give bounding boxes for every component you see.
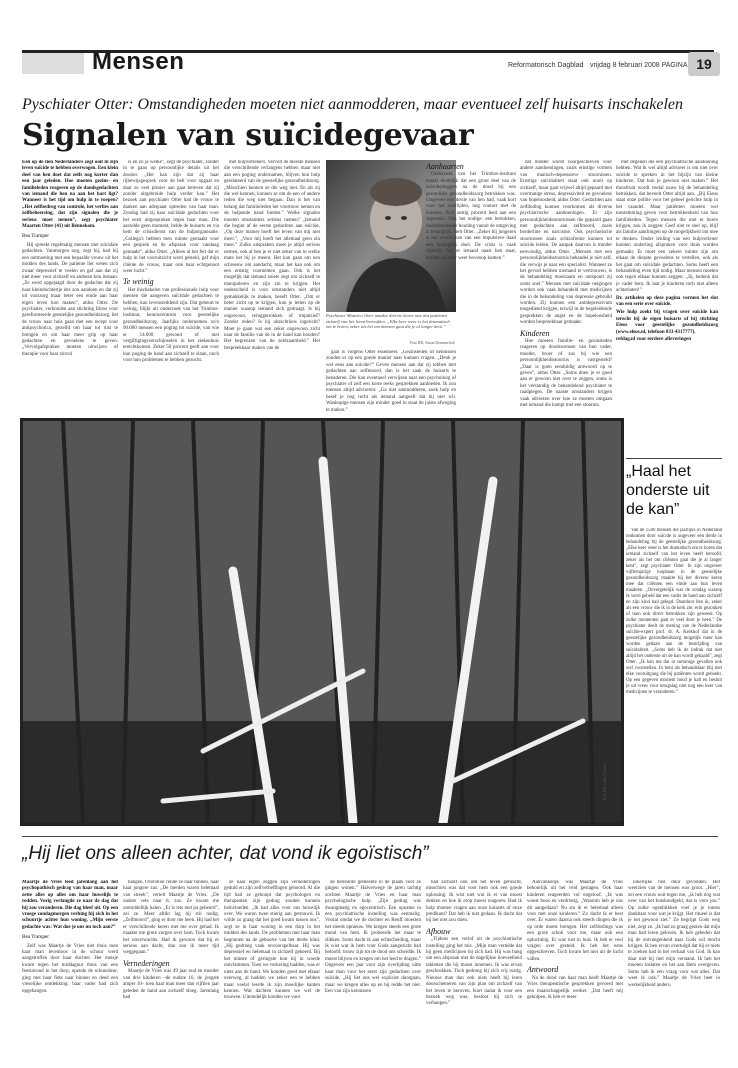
article-column-4 <box>426 160 516 410</box>
portrait-credit: Foto RD, Anton Dommerholt <box>410 341 455 345</box>
article2-paragraph: de betreurde gemeente in de plaats voor ze gingen wonen.” Halverwege de jaren tachtig zochten Maartje de Vries en haar man psychologische hulp. „Zijn gedrag was dwangmatig en egocentrisch. Een opname in een psychiatrische instelling was eenmalig. Vooral omdat we de dochter en Reuff moesten het steeds opnieuw. We kregen steeds een grote mond van hem. Ik probeerde het maar te slikken. Soms dacht ik aan echtscheiding, maar ik wist wat ik hem voor Gods aangezicht had beloofd: trouw zijn tot de dood ons scheidde. Ik moest blijven en kregen om het leed te dragen.” Ongeveer een jaar voor zijn overlijding uitte haar man voor het eerst zijn gedachten over suïcide. „Hij liet ons wel expliciet doorgaan, maar we kregen alles op en hij redde het niet. Een van zijn kennissen <box>325 880 421 994</box>
article-kicker: Pyschiater Otter: Omstandigheden moeten niet aanmodderen, maar eventueel zelf huisarts inschakelen <box>22 96 684 113</box>
forest-credit: Foto RD, Henk Visscher <box>603 762 607 800</box>
article2-paragraph: Zelf was Maartje de Vries niet thuis toen haar man levenloos in de schuur werd aangetroffen door haar dochter. Het meisje kwam tegen het middaguur thuis van een feestavond in het dorp, opende de schuurdeur, ging met haar fiets naar binnen en deed een vreselijke ontdekking: haar vader had zich opgehangen. <box>22 943 118 994</box>
sidebar-quote-title: „Haal het onderste uit de kan” <box>626 463 710 518</box>
article2-paragraph: Na de dood van haar man heeft Maartje de Vries therapeutische gesprekken gevoerd met een maatschappelijk werker. „Dat heeft mij geholpen, ik heb er meer <box>527 975 623 1000</box>
help-info: Wie hulp zoekt bij vragen over suïcide kan terecht bij de eigen huisarts of bij stichting Eleos voor geestelijke gezondheidszorg (www.eleos.nl, telefoon 033-4317777). <box>616 310 718 335</box>
forest-photo <box>20 418 624 826</box>
sidebar-paragraph: Van de 1500 mensen die jaarlijks in Nederland omkomen door suïcide is ongeveer een derde in behandeling bij de geestelijke gezondheidszorg. „Elke keer weer is het dramatisch om te horen dat iemand zichzelf van het leven heeft beroofd, zeker als het om cliënten gaat die je al langer kent”, zegt psychiater Otter. In zijn ongeveer vijftienjarige loopbaan in de geestelijke gezondheidszorg maakte hij het diverse keren mee dat cliënten een einde aan hun leven maakten. „Onvergetelijk was de zondag waarop ik werd gebeld dat een vader de hand aan zichzelf en zijn kind had gelegd. Daardoor ben ik, zeker als een vrouw die ik in de kerk zie, erin gezonken of toen ook direct betrokken zijn geweest. Op zulke momenten gaat er veel door je heen.” De psychiater deelt de mening van de Nederlandse suïcide-expert prof. dr. A. Kerkhof dat in de geestelijke gezondheidszorg mogelijk meer kan worden gedaan aan de bestrijding van suïcidaliteit. „Soms heb ik de indruk dat niet altijd het onderste uit de kan wordt gehaald”, zegt Otter. „Ik kan me dat in sommige gevallen ook wel voorstellen. In bent als behandelaar blij met elke vooruitgang die bij patiënten wordt geboekt. Op een gegeven moment houd je halt en besluit je uit vrees voor terugslag niet nog een keer van medicijnen te veranderen.” <box>626 528 722 695</box>
article2-lead: Maartje de Vries leed jarenlang aan het psychopathisch gedrag van haar man, maar zette alles op alles om haar huwelijk te redden. Vorig verlangde ze naar de dag dat hij zou veranderen. Die dag bleef uit. Op een vroege zondagmorgen verhing hij zich in het schuurtje achter hun woning. „Mijn eerste gedachte was: Wat doe je ons nu toch aan?” <box>22 880 118 930</box>
forest-drawing <box>23 421 621 823</box>
article2-paragraph: Maartje de Vries was 49 jaar oud en moeder van drie kinderen –de oudste 16, de jongste amper 10– toen haar man meer dan vijftien jaar geleden de hand aan zichzelf sloeg. Jarenlang had <box>123 969 219 1000</box>
article-paragraph: dat middel wordt voorgeschreven voor andere aandoeningen, zoals ernstige vormen van manisch-depressieve stoornissen. Ernstige suïcidaliteit staat ook nooit op zichzelf, maar gaat vrijwel altijd gepaard met overmatige stress, depressiviteit en gevoelens van hopeloosheid, aldus Otter. Gedachten aan zelfdoding kunnen voorkomen als diverse psychiatrische aandoeningen. Er zijn persoonlijkheidsstoornissen die gepaard gaan met gedachten aan zelfmoord, zoals borderline en narcisme. Ook psychotische stoornissen zoals schizofrenie kunnen tot suïcide leiden. De aanpak daarvan is minder eenvoudig, aldus Otter. „Mensen met een persoonlijkheidsstoornis behandel je niet zelf, die verwijs je naar een specialist. Wanneer ze het gevoel hebben niemand te vertrouwen, is de behandeling moeizaam en ontspoort zij soms snel.” Mensen met suïcidale neigingen worden ook vaak behandeld met medicijnen die in de behandeling van depressie gebruikt worden. Zij kunnen een antidepressivum toegediend krijgen, terwijl in de begeleidende gesprekken de angst en de hopeloosheid worden bespreekbaar gemaakt. <box>520 160 612 326</box>
article2-column-2 <box>123 880 219 1060</box>
article-headline: Signalen van suïcidegevaar <box>22 118 474 153</box>
article2-column-1 <box>22 880 118 1060</box>
article-paragraph: met degenen die een psychiatrische aandoening hebben. Wat ik wel altijd adviseer is om niet over suïcide te spreken in het bijzijn van kleine kinderen. Dat kun je gewoon niet maken.” Het thuisfront wordt veelal nauw bij de behandeling betrokken, dat beveelt Otter altijd aan. „Bij Eleos staat onze politie voor het geheel gerichte hulp in het vaandel. Maar patiënten moeten wel toestemming geven voor betrokkenheid van hun familieleden. Tegen mensen die niet te horen krijgen, zou ik zeggen: Geef niet te snel op, blijf als familie aandringen op de mogelijkheid om mee te denken. Onder leiding van een hulpverlener kunnen onderling afspraken voor thuis worden gemaakt. Er moet een zekere ruimte zijn om elkaar de diepste gevoelens te vertellen, ook als het gaat om suïcidale gedachten. Soms heeft een behandeling even tijd nodig. Maar mensen moeten ook tegen elkaar kunnen zeggen: „Jij, bedenk dat je vader bent. Ik laat je kinderen toch niet alleen achterlaten!” <box>616 160 718 294</box>
article-paragraph: gaat is volgens Otter essentieel. „Gezinsleden of kennissen zouden er op een goede manier naar kunnen vragen. „Denk je wel eens aan suïcide?” Geven mensen aan dat zij tobben met gedachten aan zelfmoord, dan is het zaak de huisarts te benaderen. Die kan eventueel verwijzen naar een psycholoog of psychiater of zelf een korte reeks gesprekken aanbieden. Ik zou mensen altijd adviseren: „Ga niet aanmodderen, zoek hulp en besef je nog recht als iemand aangeeft dat hij niet wil. Wanhopige mensen zijn minder goed in staat de juiste afweging te maken.” <box>326 350 456 412</box>
series-note: Dr. artikelen op deze pagina vormen het slot van een serie over suïcide. <box>616 296 718 308</box>
article2-column-7 <box>628 880 720 1060</box>
article-paragraph: Hoe moeten familie- en gezinsleden reageren op doodswensen van hun vader, moeder, broer of zus bij wie een persoonlijkheidsstoornis is vastgesteld? „Daar is goen eenduidig antwoord op te geven”, aldus Otter. „Soms doen je er goed aan er gewoon niet over te zeggen, soms is het verstandig de behandelend psychiater te raadplegen. De naaste omstanders krijgen vaak adviezen over hoe ze moeten omgaan met iemand die kampt met een stoornis. <box>520 338 612 409</box>
article2-column-4 <box>325 880 421 1060</box>
article-subheading: Kinderen <box>520 328 550 338</box>
article-column-2 <box>123 160 219 410</box>
article-column-1 <box>22 160 118 410</box>
article2-column-6 <box>527 880 623 1060</box>
quote-rule <box>626 458 722 459</box>
article2-byline: Bea Tramper <box>22 934 49 941</box>
article-subheading: Aanhaarten <box>426 162 464 171</box>
article2-paragraph: innerlijke rust door gevonden. Het weerzien van de mensen was groot. „Hier”, zei een vrouw ooit tegen me, „ik heb nog wat over van het buishoudgeld, dat is voor jou.” Op zulke ogenblikken voel je je intens dankbaar voor wat je krijgt. Het ritueel is dat je het gewoon ziet.” Ze begrijpt Gods weg niet, zegt ze. „Ik had zo graag gezien dat mijn man had leren geloven. Ik heb gebeden dat hij de ontvangenheid naar Gods wil mocht krijgen. Ik ben ervan overtuigd dat hij er niets te zoeken had in het verhaal van God. Ik kan daar niet bij met mijn verstand. Ik heb het moeten loslaten en het aan Hem overgeven. Soms heb ik een vraag voor wat alles. Dat weet ik ook.” Maartje de Vries heet in werkelijkheid anders. <box>628 880 720 988</box>
page-date: vrijdag 8 februari 2008 PAGINA <box>590 62 688 69</box>
article2-column-3 <box>224 880 320 1060</box>
article2-subheading: Vernederingen <box>123 958 170 968</box>
article2-subheading: Antwoord <box>527 965 559 975</box>
sidebar-text <box>626 528 722 818</box>
article2-paragraph: Aanvankelijk was Maartje de Vries behoorlijk uit het veld geslagen. Ook haar kinderen reageerden vol ongeloof. „Ik was woest boos en verdrietig. „Waarom heb je ons dit aangedaan? Nu sta ik er helemaal alleen voor met onze kinderen.” Zo dacht ik er best over. Er waren daarna ook steeds dingen die ik op orde moest brengen. Het zelfdodings was een grote schok voor me, maar ook een opluchting. Er was rust in huis. Ik heb er veel vragen over gesteld. Ik heb het eens opgeschreven. Toch kwam het niet uit de lucht vallen. <box>527 880 623 962</box>
page-number: 19 <box>688 52 720 76</box>
paper-name: Reformatorisch Dagblad <box>508 62 584 69</box>
article-subheading: Te weinig <box>123 277 154 287</box>
article2-paragraph: hangen. Overstuur rende ze naar binnen, naar haar jongere zus. „De meiden waren helemaal van streek”, vertelt Maartje de Vries. „De oudste vele naar 8, zus. Ze kwam me onmiddellijk halen. „Er is iets met pa gebeurd”, zei ze. Meer aftikt lag hij stil nodig. „Zelfmoord”, ging er door me heen. Hij had het er verschillende keren met me over gehad. Ik maakte me grote zorgen over hem. Toch kwam het onverwachts. Had ik gewoon dat hij er serieus aan dacht, dan zou ik meer tijd weggegaan.” <box>123 880 219 956</box>
article-byline: Bea Tramper <box>22 233 49 240</box>
article2-rule <box>22 836 718 837</box>
article2-column-5 <box>426 880 522 1060</box>
portrait-caption: Psychiater Maarten Otter maakte diverse keren mee dat patiënten zichzelf van het leven beroofden. „Elke keer weer is het dramatisch om te horen, zeker als het om mensen gaat die je al langer kent.” <box>326 313 450 330</box>
section-name: Mensen <box>92 48 185 75</box>
article-column-3 <box>224 160 320 410</box>
article-lead: Een op de tien Nederlanders zegt ooit in zijn leven suïcide te hebben overwogen. Een klein deel van hen doet dat zelfs nog korter dan een jaar geleden. Hoe moeten gezins- en familieleden reageren op de dondsgedachten van iemand die hen na aan het hart ligt? Wanneer is het tijd om hulp in te roepen? „Het zelfbedrog van controle, het verlies aan zelfbeheersing, dat zijn signalen die je serieus moet nemen”, zegt psychiater Maarten Otter (41) uit Bennekom. <box>22 160 118 230</box>
article2-headline: „Hij liet ons alleen achter, dat vond ik egoïstisch” <box>22 843 429 864</box>
article2-subheading: Afhouw <box>426 926 451 936</box>
article-paragraph: Het inschakelen van professionele hulp voor mensen die aangeven suïcidale gedachten te hebben, kan levensreddend zijn. Dat gebeurt te weinig, blijkt uit onderzoek van het Trimbos-instituut, kenniscentrum voor geestelijke gezondheidszorg. Jaarlijks ondernemen zo'n 90.000 mensen een poging tot suïcide, van wie er 14.000 gewond of met vergiftigingsverschijnselen in het ziekenhuis terechtkomen. Zeker 50 procent geeft aan voor hun poging de hand aan zichzelf te slaan, noch voor hun problemen te hebben gezocht. <box>123 287 219 364</box>
article-paragraph: Hij spreekt regelmatig mensen met suïcidale gedachten. Vanmorgen nog, zegt hij, had hij een ontmoeting met een bepaalde vrouw uit het midden des lands. De patiënte liet weten zich zwaar depressief te voelen en gaf aan dat zij niet meer voor zichzelf en anderen kon instaan. „Ze werd opgejaagd door de gedachte dat zij haar kleindochtertje iets zou aandoen en dat zij uit voorzorg maar beter een einde aan haar eigen leven kon maken”, aldus Otter. De psychiater, verbonden aan stichting Iiloos voor gereformeerde geestelijke gezondheidszorg, liet de vrouw naar huis gaan met een recept voor antipsychotica, gezelfd om haar tot rust te brengen en om haar meer grip op haar gedachten en gevoelens te geven. „Vervolgafspraken moeten uitwijzen of therapie voor haar zinvol <box>22 242 118 357</box>
article-paragraph: Onderzoek van het Trimbos-instituut maakt duidelijk dat een groot deel van de suïcidepleggers na de dood bij een geestelijke gezondheidszorg betrokken was. Ongeveer een derde van hen had, vaak kort voor het overlijden, nog contact met de huisarts. Zo'n zestig procent leed aan een depressie. Ook het nodige: een betrokken, ondersteunende houding vanuit de omgeving is belangrijk, stelt Otter. „Zeker bij jongeren is het voorkomen van een impulsieve daad een belangrijk doel. De crisis is vaak tijdelijk. Als er iemand naast hen staat, kunnen zij daar weer bovenop komen.” <box>426 172 516 261</box>
article2-paragraph: ze naar eigen zeggen zijn vernederingen geduld en zijn zelfverheffingen gehoord. Al die tijd had ze gehoopt dat psychologen en therapeuten zijn gedrag zouden kunnen beïnvloeden. „Ik had alles voor ons huwelijk over. We waren twee stierig aan getrouwd. Ik wilde zo graag dat het goed kwam tussen ons”, zegt ze in haar woning in een dorp in het midden des lands. De problemen met haar man begonnen na de geboorte van het derde kind. „Hij gedroeg vaak onvoorspelbaar. Hij was depressief en helemaal in zichzelf gekeerd. Bij het minste of geringste kon hij in woede ontvlammen. Toen we verkering hadden, was er niets aan de hand. We konden goed met elkaar overweg, al hadden we zeker een te hebben maar veelal leerde ik zijn moeilijke kanten kennen. Wat dachten kunnen we wel de trouwen. Uiteindelijk konden we voor <box>224 880 320 1001</box>
article2-paragraph: had zichzelf ook om het leven gebracht, misschien was dat voor hem ook een goede oplossing. Ik wist niet wat ik er van moest denken en hoe ik erop moest reageren. Had ik hulp moeten vragen aan onze huisarts of onze predikant? Dat heb ik niet gedaan. Ik dacht dat hij het niet zou doen. <box>426 880 522 924</box>
article-column-6 <box>616 160 718 410</box>
article-paragraph: is en zo ja welke”, zegt de psychiater, zonder in te gaan op persoonlijke details uit het dossier. „Het kan zijn dat zij haar rijbewijsgesprek voor de belt voor opgaat en daar zo veel plezier aan gaat beleven dat zij zonder uitgebreide hulp verder kan.” Het bezoek aan psychiater Otter had de vrouw te danken aan adequaat optreden van haar man. Zondag had zij haar suïcidale gedachten voor het eerst uitgesproken tegen haar man. Die aarzelde geen moment, belde de huisarts en via hem de crisisdienst van de hulporganisatie. „Collega's hebben toen ruimte gemaakt voor een gesprek en de afspraak voor vandaag gemaakt”, aldus Otter. „Alleen al het feit dat er hulp in het vooruitzicht werd gesteld, gaf mijn cliënte de vrouw, maar ook haar echtgenoot weer lucht.” <box>123 160 219 274</box>
article-paragraph: met hulpverleners. Vervolt de meeste mensen die verschillende verlangens hebben maar niet aan een poging ondernamen, blijven hun hulp gerelateerd van de geestelijke gezondheidszorg. „Misschien kennen ze die weg niet. En als zij die wel kennen, kunnen ze om de een of andere reden die weg niet begaan. Dan is het van belang dat familieleden het voortouw nemen en de helpende hand bieden.” Welke signalen moeten omstanders serieus nemen? „Iemand die begint af de eerste gedachten aan suïcide, „Op deze manier hoeft het leven van mij niet meer.”, „Voor mij hoeft het allemaal geen zin meer.” Zulke uitspraken moet je altijd serieus nemen, ook al ben je er niet zeker van in welke mate het bij je meent. Het kan gaan om een schreeuw om aandacht, maar het kan ook om een ernstig voornemen gaan. Ook is het mogelijk dat iemand zoiets zegt om zichzelf te manipuleren en zijn zin te krijgen. Het onderscheid is voor omstanders niet altijd gemakkelijk te maken, beseft Otter. „Om er beter zicht op te krijgen, kun je letten op de manier waarop iemand zich gedraagt. Is hij ongewoon, teruggetrokken of impulsief? Zonder reden? Is hij uitzichtloos ingericht? Moet je gaan wat een zeker ongewoon zicht naar de familie van de in de hand kan houden? Het begrenzen van de zeldzaamheid.” Het bespreekbaar maken van de <box>224 160 320 351</box>
section-box <box>22 53 84 74</box>
refdag-link[interactable]: refdag.nl voor eerdere afleveringen <box>616 337 691 343</box>
article-column-5 <box>520 160 612 410</box>
article2-paragraph: „Tijdens een verlof uit de psychiatrische instelling ging het mis. „Mijn man vertelde dat hij geen medicijnen bij zich had. Hij was bang om een afspraak met de dagelijkse hoeveelheid tabletten die hij moest innemen. Ik was ervan geschrokken. Toch gedroeg hij zich vrij rustig. Nieuwe man dan ook niets heeft hij leren doorschemeren van zijn plan om zichzelf van het leven te beroven. Kort nadat ik voor een bezoek weg was, besloot hij zich te verhangen.” <box>426 937 522 1007</box>
